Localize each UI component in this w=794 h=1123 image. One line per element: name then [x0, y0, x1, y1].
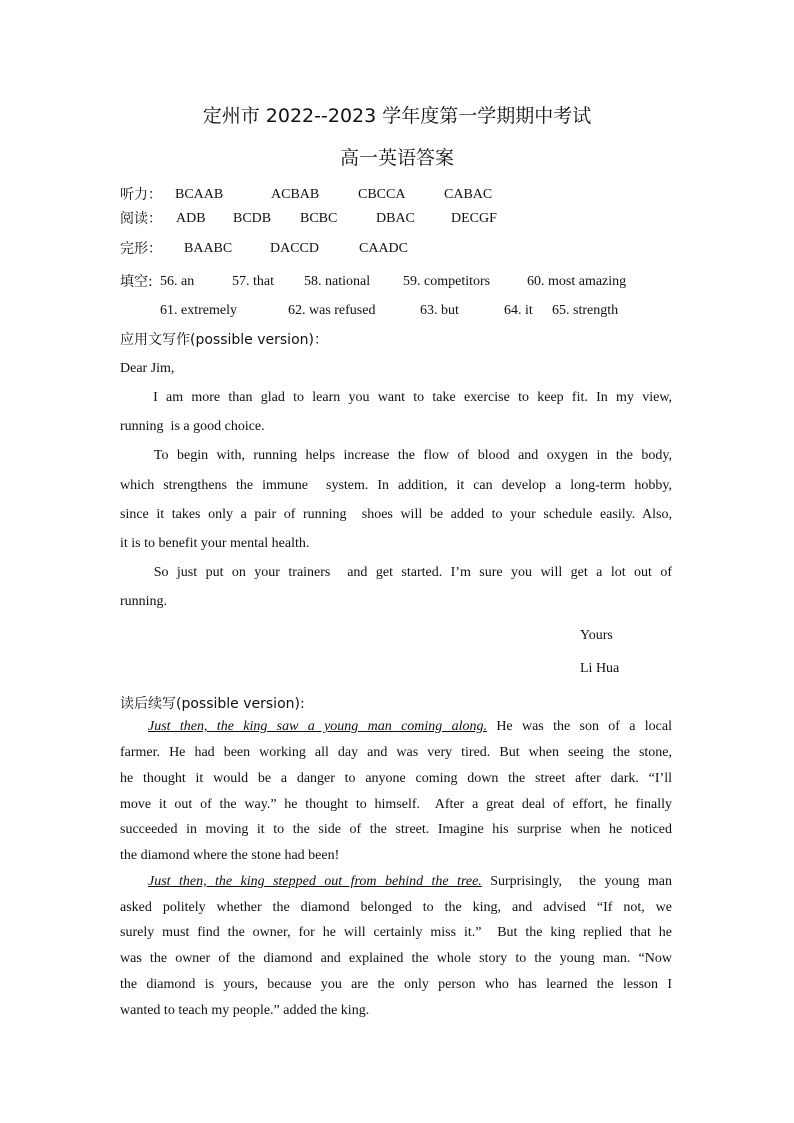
line-text: Surprisingly, the young man	[481, 874, 672, 889]
fill-answer: 62. was refused	[288, 303, 376, 318]
letter-greeting: Dear Jim,	[120, 361, 175, 376]
text-line	[120, 506, 672, 524]
answer-group: DECGF	[451, 211, 497, 226]
underlined-lead-sentence: Just then, the king saw a young man coming along.	[148, 719, 487, 734]
text-line	[120, 1002, 672, 1020]
text-line	[120, 924, 672, 942]
continuation-heading: 读后续写(possible version):	[120, 696, 305, 712]
text-line	[120, 873, 672, 891]
line-text: running is a good choice.	[120, 419, 265, 434]
fill-answer: 60. most amazing	[527, 274, 627, 289]
fill-answer: 57. that	[232, 274, 274, 289]
line-text: which strengthens the immune system. In addition, it can develop a long-term hobby,	[120, 478, 672, 493]
line-text: He was the son of a local	[487, 719, 672, 734]
line-text: running.	[120, 594, 168, 609]
line-text: the diamond is yours, because you are the only person who has learned the lesson I	[120, 977, 672, 992]
text-line	[120, 770, 672, 788]
text-line	[120, 418, 672, 436]
document-subtitle: 高一英语答案	[339, 147, 454, 169]
fill-answer: 64. it	[504, 303, 533, 318]
answer-group: BAABC	[184, 241, 233, 256]
text-line	[120, 899, 672, 917]
text-line	[120, 477, 672, 495]
answer-group: CBCCA	[358, 187, 406, 202]
text-line	[120, 593, 672, 611]
text-line	[120, 821, 672, 839]
line-text: move it out of the way.” he thought to himself. After a great deal of effort, he finally	[120, 797, 672, 812]
text-line	[120, 847, 672, 865]
line-text: So just put on your trainers and get started. I’m sure you will get a lot out of	[120, 565, 672, 580]
answer-group: DBAC	[376, 211, 415, 226]
fill-answer: 63. but	[420, 303, 459, 318]
line-text: he thought it would be a danger to anyone coming down the street after dark. “I’ll	[120, 771, 672, 786]
text-line	[120, 564, 672, 582]
text-line	[120, 744, 672, 762]
line-text: surely must find the owner, for he will certainly miss it.” But the king replied that he	[120, 925, 672, 940]
answer-group: DACCD	[270, 241, 320, 256]
text-line	[120, 950, 672, 968]
answer-group: BCBC	[300, 211, 338, 226]
text-line	[120, 718, 672, 736]
answer-group: CAADC	[359, 241, 409, 256]
line-text: asked politely whether the diamond belonged to the king, and advised “If not, we	[120, 900, 672, 915]
line-text: the diamond where the stone had been!	[120, 848, 340, 863]
text-line	[120, 976, 672, 994]
section-label: 完形：	[120, 241, 162, 257]
underlined-lead-sentence: Just then, the king stepped out from behind the tree.	[148, 874, 482, 889]
fill-answer: 65. strength	[552, 303, 619, 318]
line-text: was the owner of the diamond and explained the whole story to the young man. “Now	[120, 951, 672, 966]
section-label: 听力：	[120, 187, 162, 203]
text-line	[120, 447, 672, 465]
text-line	[120, 796, 672, 814]
writing-heading: 应用文写作(possible version)：	[120, 332, 328, 348]
line-text: farmer. He had been working all day and was very tired. But when seeing the stone,	[120, 745, 672, 760]
answer-group: BCDB	[233, 211, 272, 226]
letter-signature: Li Hua	[580, 661, 620, 676]
answer-group: BCAAB	[175, 187, 224, 202]
line-text: succeeded in moving it to the side of the street. Imagine his surprise when he noticed	[120, 822, 672, 837]
line-text: it is to benefit your mental health.	[120, 536, 310, 551]
line-text: To begin with, running helps increase the flow of blood and oxygen in the body,	[120, 448, 672, 463]
line-text: wanted to teach my people.” added the king.	[120, 1003, 370, 1018]
text-line	[120, 389, 672, 407]
line-text: I am more than glad to learn you want to take exercise to keep fit. In my view,	[120, 390, 672, 405]
fill-answer: 58. national	[304, 274, 371, 289]
section-label: 阅读：	[120, 211, 162, 227]
fill-answer: 61. extremely	[160, 303, 237, 318]
fill-answer: 56. an	[160, 274, 195, 289]
letter-closing: Yours	[580, 628, 613, 643]
answer-group: CABAC	[444, 187, 493, 202]
section-label: 填空:	[120, 274, 153, 290]
fill-answer: 59. competitors	[403, 274, 491, 289]
answer-group: ADB	[176, 211, 206, 226]
text-line	[120, 535, 672, 553]
answer-group: ACBAB	[271, 187, 320, 202]
document-title: 定州市 2022--2023 学年度第一学期期中考试	[202, 105, 592, 127]
line-text: since it takes only a pair of running shoes will be added to your schedule easily. Also,	[120, 507, 672, 522]
